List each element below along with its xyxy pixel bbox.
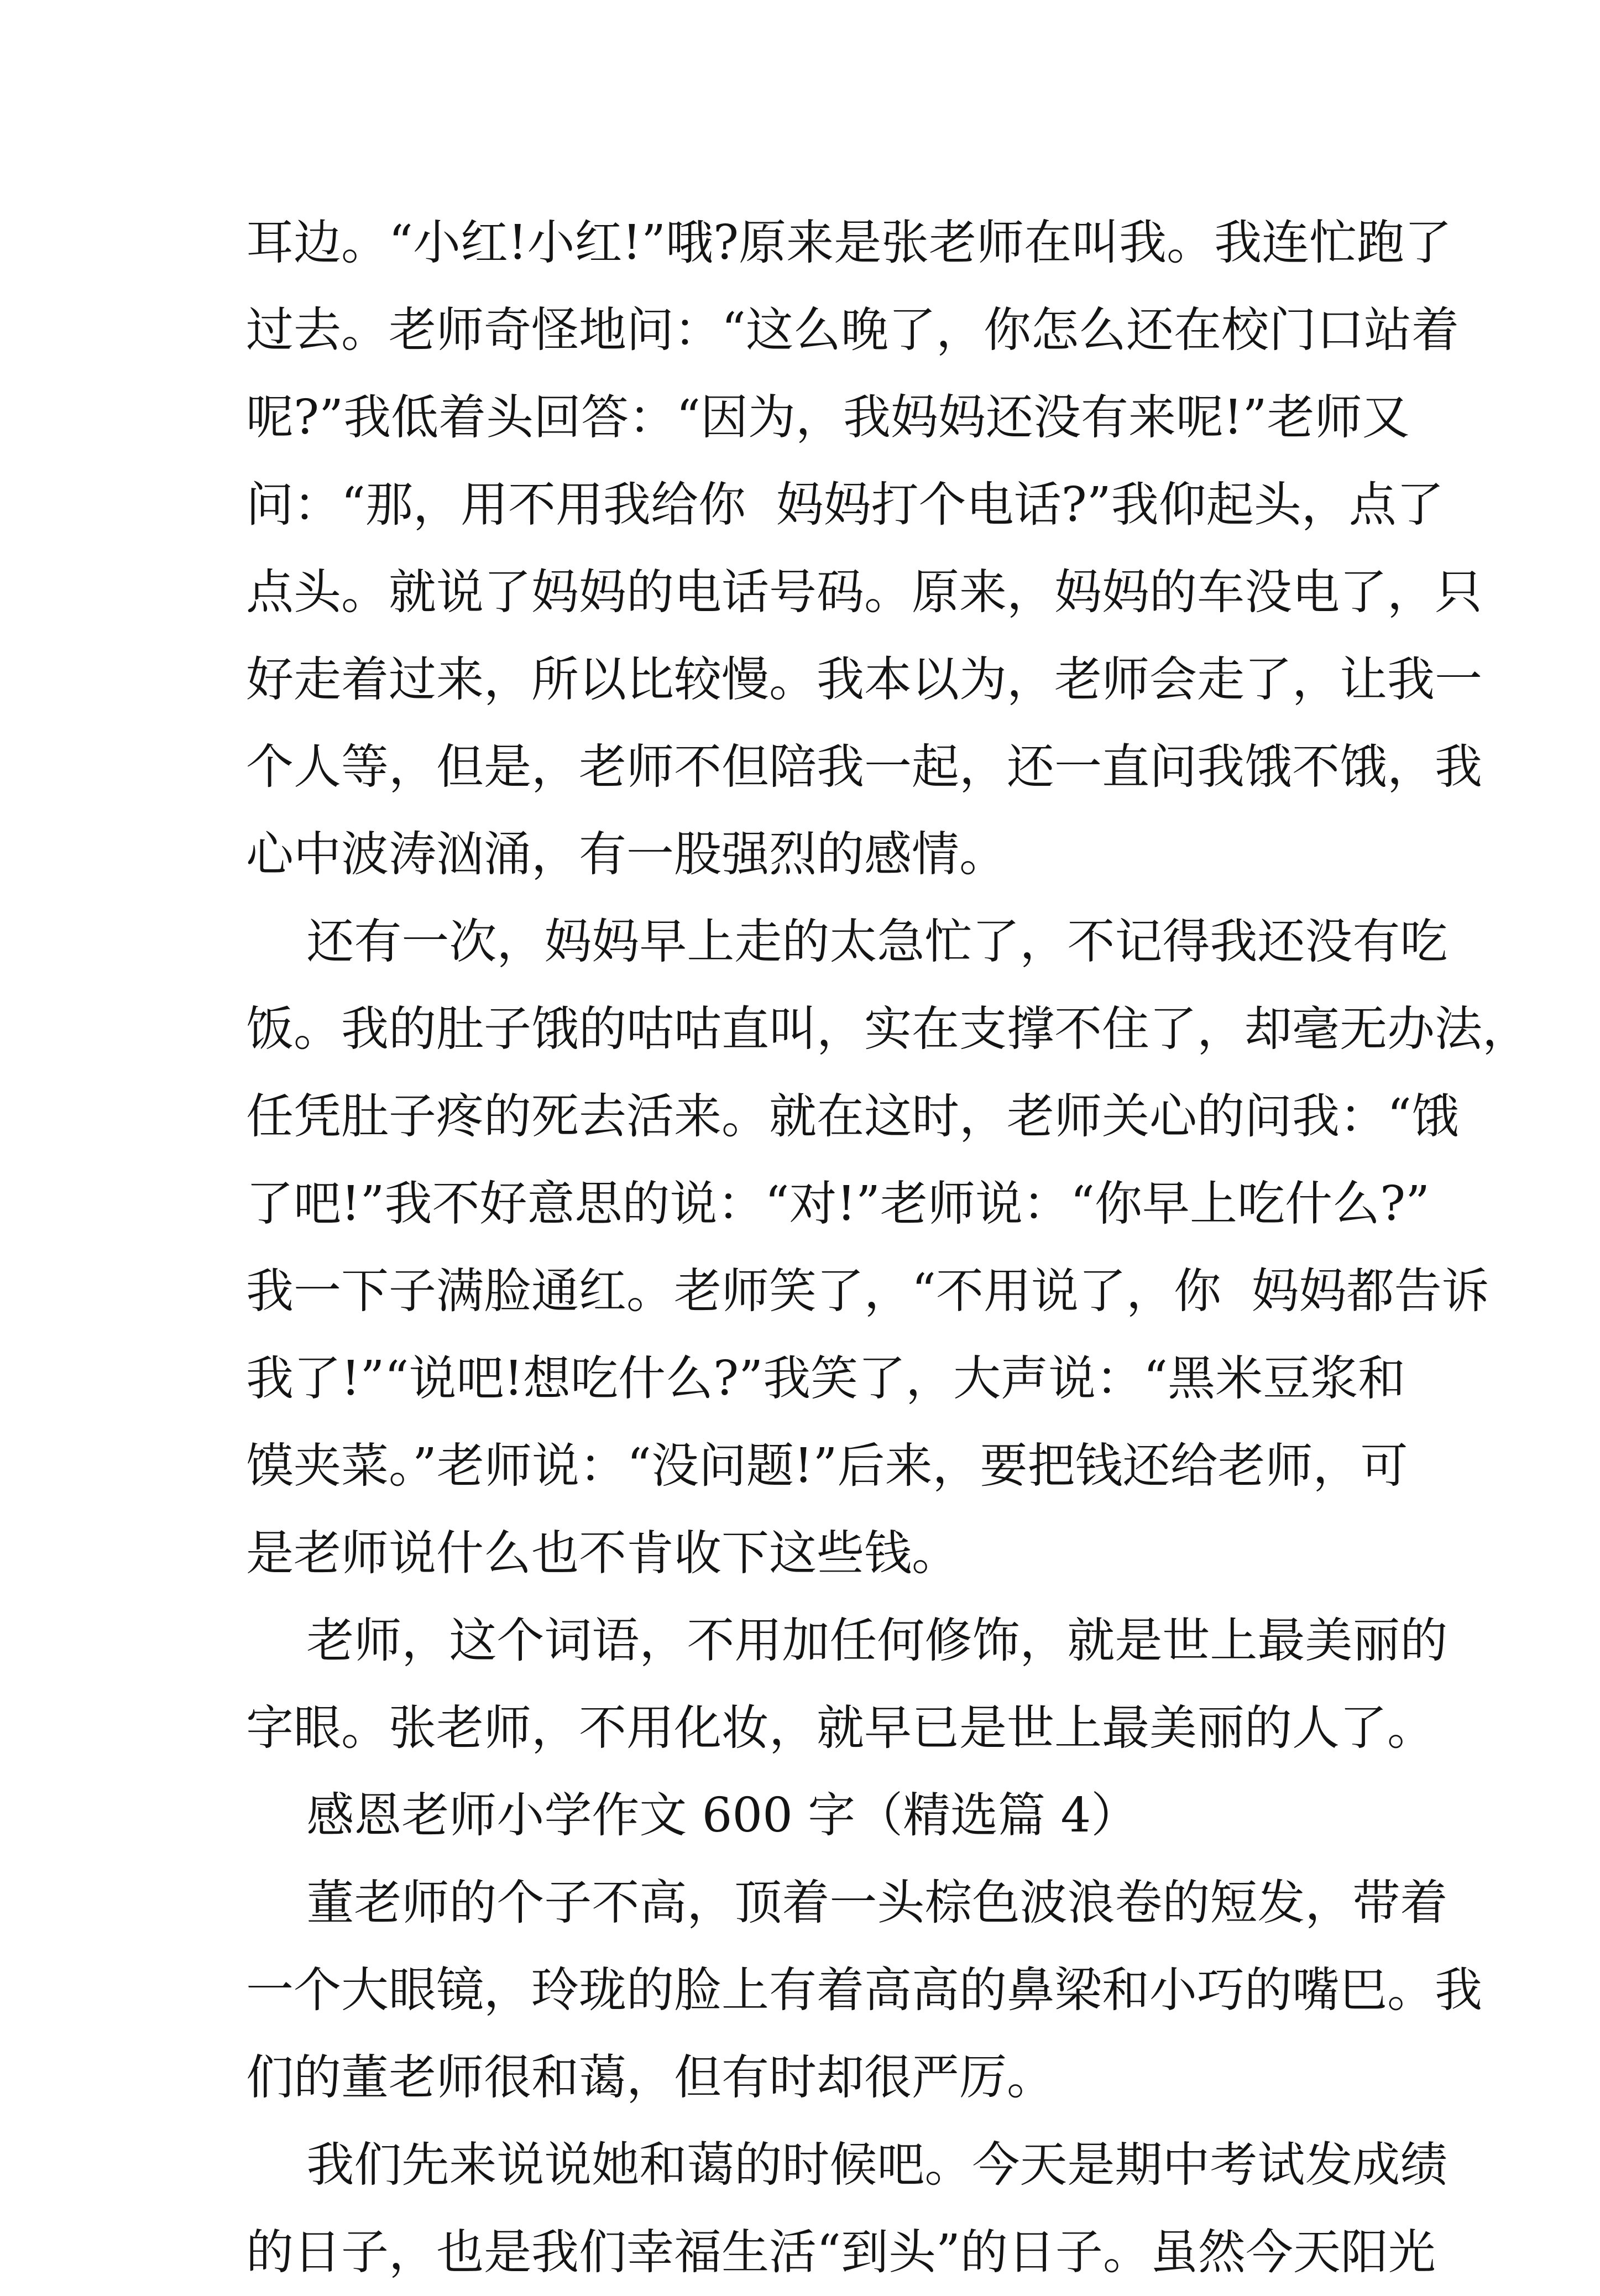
text-line: 好走着过来，所以比较慢。我本以为，老师会走了，让我一 <box>246 652 1482 707</box>
text-line: 们的董老师很和蔼，但有时却很严厉。 <box>246 2050 1054 2105</box>
text-line: 点头。就说了妈妈的电话号码。原来，妈妈的车没电了，只 <box>246 565 1482 620</box>
text-line: 了吧!”我不好意思的说：“对!”老师说：“你早上吃什么?” <box>246 1176 1430 1232</box>
text-line: 耳边。“小红!小红!”哦?原来是张老师在叫我。我连忙跑了 <box>246 215 1452 270</box>
text-line: 任凭肚子疼的死去活来。就在这时，老师关心的问我：“饿 <box>246 1089 1459 1144</box>
text-line: 老师，这个词语，不用加任何修饰，就是世上最美丽的 <box>246 1613 1448 1668</box>
text-line: 个人等，但是，老师不但陪我一起，还一直问我饿不饿，我 <box>246 739 1482 795</box>
text-line: 的日子，也是我们幸福生活“到头”的日子。虽然今天阳光 <box>246 2225 1436 2280</box>
essay-text <box>246 199 1530 2296</box>
text-line: 我们先来说说她和蔼的时候吧。今天是期中考试发成绩 <box>246 2137 1448 2193</box>
text-line: 我一下子满脸通红。老师笑了，“不用说了，你 妈妈都告诉 <box>246 1264 1489 1319</box>
text-line: 心中波涛汹涌，有一股强烈的感情。 <box>246 827 1007 882</box>
text-line: 是老师说什么也不肯收下这些钱。 <box>246 1526 959 1581</box>
text-line: 一个大眼镜，玲珑的脸上有着高高的鼻梁和小巧的嘴巴。我 <box>246 1963 1482 2018</box>
section-heading: 感恩老师小学作文 600 字（精选篇 4） <box>246 1788 1139 1843</box>
text-line: 过去。老师奇怪地问：“这么晚了，你怎么还在校门口站着 <box>246 302 1459 358</box>
text-line: 还有一次，妈妈早上走的太急忙了，不记得我还没有吃 <box>246 914 1448 969</box>
text-line: 呢?”我低着头回答：“因为，我妈妈还没有来呢!”老师又 <box>246 390 1410 445</box>
text-line: 董老师的个子不高，顶着一头棕色波浪卷的短发，带着 <box>246 1875 1448 1930</box>
text-line: 我了!”“说吧!想吃什么?”我笑了，大声说：“黑米豆浆和 <box>246 1351 1406 1406</box>
text-line: 饭。我的肚子饿的咕咕直叫，实在支撑不住了，却毫无办法， <box>246 1001 1530 1057</box>
text-line: 馍夹菜。”老师说：“没问题!”后来，要把钱还给老师，可 <box>246 1438 1408 1494</box>
text-line: 字眼。张老师，不用化妆，就早已是世上最美丽的人了。 <box>246 1700 1435 1756</box>
text-line: 问：“那，用不用我给你 妈妈打个电话?”我仰起头，点了 <box>246 477 1444 533</box>
